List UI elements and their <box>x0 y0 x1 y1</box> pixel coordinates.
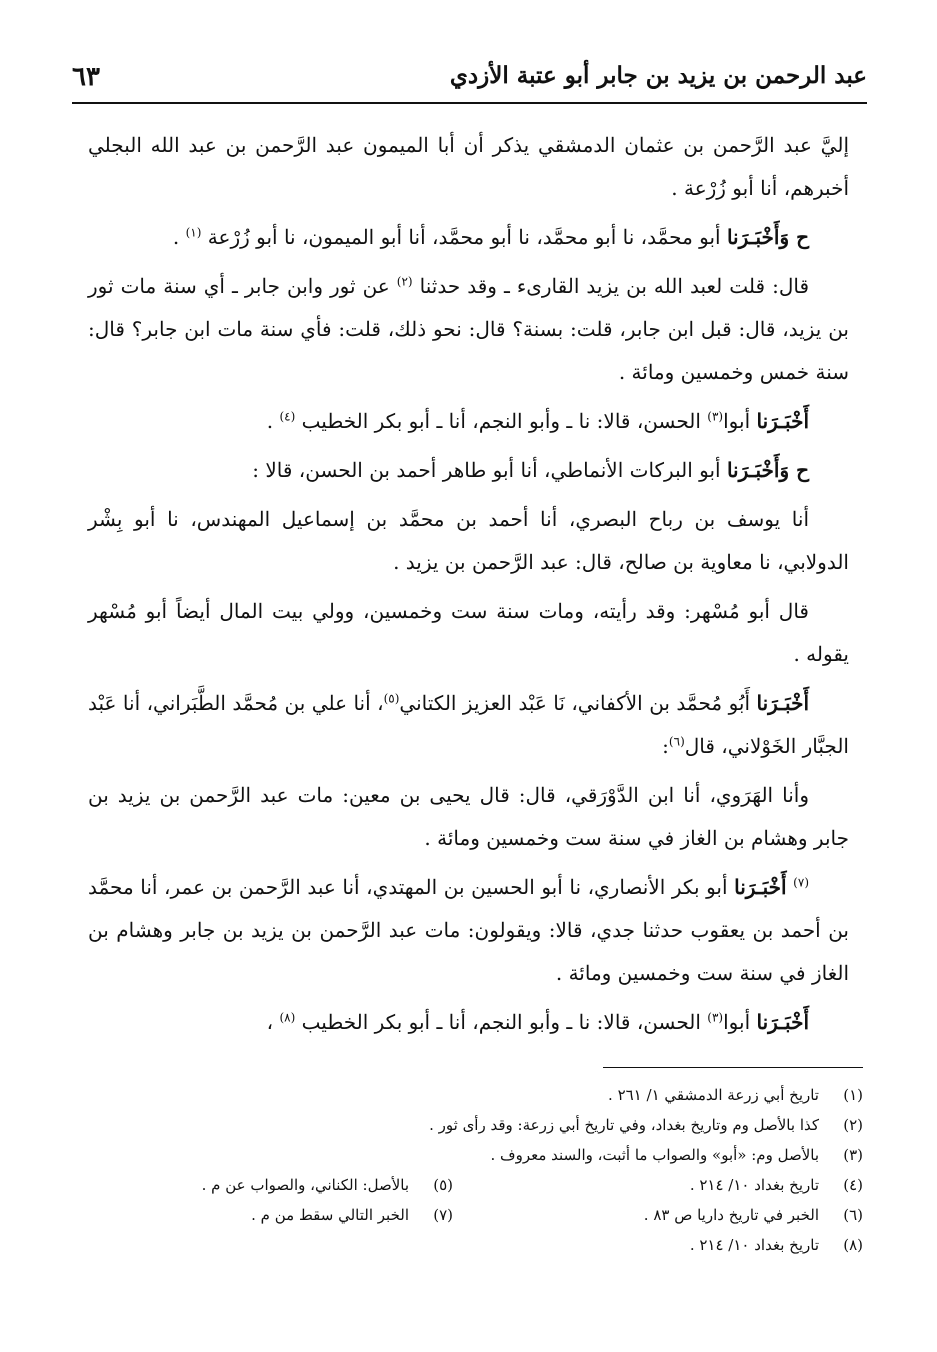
footnote-number: (٧) <box>433 1206 453 1224</box>
paragraph <box>88 400 849 443</box>
footnote-text: الخبر في تاريخ داريا ص ٨٣ . <box>643 1206 819 1224</box>
footnote-row <box>110 1140 863 1170</box>
footnote-text: تاريخ بغداد ١٠/ ٢١٤ . <box>689 1236 819 1254</box>
page-header <box>72 58 867 104</box>
footnote-row <box>110 1230 863 1260</box>
footnote-ref: (٧) <box>793 875 809 890</box>
footnote-number: (١) <box>843 1086 863 1104</box>
footnote-text: تاريخ بغداد ١٠/ ٢١٤ . <box>689 1176 819 1194</box>
footnote-number: (٢) <box>843 1116 863 1134</box>
paragraph-text: قال أبو مُسْهر: وقد رأيته، ومات سنة ست وخمسين، وولي بيت المال أيضاً أبو مُسْهر يقوله . <box>88 599 849 666</box>
footnote-5 <box>202 1170 453 1200</box>
footnote-ref: (٥) <box>383 691 400 706</box>
footnote-row <box>110 1110 863 1140</box>
footnote-number: (٤) <box>843 1176 863 1194</box>
khabar-marker: أَخْبَـرَنا <box>756 409 809 433</box>
paragraph <box>88 498 849 584</box>
footnote-3 <box>490 1140 863 1170</box>
paragraph-text: إليَّ عبد الرَّحمن بن عثمان الدمشقي يذكر أن أبا الميمون عبد الرَّحمن بن عبد الله البجلي أخبرهم، أنا أبو زُرْعة . <box>88 133 849 200</box>
footnotes <box>110 1080 863 1260</box>
footnote-row <box>110 1170 863 1200</box>
paragraph-text: أبو البركات الأنماطي، أنا أبو طاهر أحمد بن الحسن، قالا : <box>252 458 721 482</box>
paragraph-text: أَبُو مُحمَّد بن الأكفاني، نَا عَبْد العزيز الكتاني <box>399 691 751 715</box>
punctuation: ، <box>266 1010 280 1034</box>
footnote-4 <box>453 1170 863 1200</box>
paragraph-text: أبو محمَّد، نا أبو محمَّد، نا أبو محمَّد، أنا أبو الميمون، نا أبو زُرْعة <box>207 225 721 249</box>
footnote-ref: (٤) <box>279 409 296 424</box>
paragraph-text: عن ثور وابن جابر ـ أي سنة مات ثور بن يزيد، قال: قبل ابن جابر، قلت: بسنة؟ قال: نحو ذلك، قلت: فأي سنة مات ابن جابر؟ قال: سنة خمس وخمسين ومائة . <box>88 274 849 384</box>
footnote-number: (٣) <box>843 1146 863 1164</box>
paragraph <box>88 590 849 676</box>
footnote-row <box>110 1080 863 1110</box>
footnote-number: (٨) <box>843 1236 863 1254</box>
paragraph-text: أبو بكر الأنصاري، نا أبو الحسين بن المهتدي، أنا عبد الرَّحمن بن عمر، أنا محمَّد بن أحمد بن يعقوب حدثنا جدي، قالا: ويقولون: مات عبد الرَّحمن بن يزيد بن جابر وهشام بن الغاز في سنة ست وخمسين ومائة . <box>88 875 849 985</box>
footnote-2 <box>429 1110 863 1140</box>
footnote-7 <box>251 1200 453 1230</box>
footnote-divider <box>603 1067 863 1068</box>
footnote-text: الخبر التالي سقط من م . <box>251 1206 409 1224</box>
paragraph-text: ، أنا علي بن مُحمَّد الطَّبَراني، أنا عَبْد الجبَّار الخَوْلاني، قال <box>88 691 849 758</box>
footnote-6 <box>453 1200 863 1230</box>
paragraph <box>88 866 849 995</box>
footnote-8 <box>690 1230 863 1260</box>
paragraph-text: أنا يوسف بن رباح البصري، أنا أحمد بن محمَّد بن إسماعيل المهندس، نا أبو بِشْر الدولابي، نا معاوية بن صالح، قال: عبد الرَّحمن بن يزيد . <box>88 507 849 574</box>
footnote-ref: (٦) <box>668 734 685 749</box>
paragraph <box>88 216 849 259</box>
paragraph-text: قال: قلت لعبد الله بن يزيد القارىء ـ وقد حدثنا <box>419 274 810 298</box>
paragraph <box>88 449 849 492</box>
khabar-marker: أَخْبَـرَنا <box>756 691 809 715</box>
paragraph-text: الحسن، قالا: نا ـ وأبو النجم، أنا ـ أبو بكر الخطيب <box>301 1010 701 1034</box>
punctuation: . <box>266 409 280 433</box>
footnote-ref: (٣) <box>707 409 724 424</box>
paragraph-text: أبوا <box>723 1010 751 1034</box>
paragraph <box>88 774 849 860</box>
footnote-text: كذا بالأصل وم وتاريخ بغداد، وفي تاريخ أبي زرعة: وقد رأى ثور . <box>429 1116 819 1134</box>
footnote-ref: (١) <box>185 225 202 240</box>
footnote-text: بالأصل: الكناني، والصواب عن م . <box>201 1176 409 1194</box>
footnote-number: (٦) <box>843 1206 863 1224</box>
footnote-1 <box>608 1080 863 1110</box>
khabar-marker: ح وَأَخْبَـرَنا <box>726 225 809 249</box>
paragraph-text: الحسن، قالا: نا ـ وأبو النجم، أنا ـ أبو بكر الخطيب <box>301 409 701 433</box>
footnote-text: بالأصل وم: «أبو» والصواب ما أثبت، والسند معروف . <box>490 1146 819 1164</box>
main-text <box>88 124 849 1050</box>
paragraph <box>88 1001 849 1044</box>
paragraph <box>88 124 849 210</box>
page-number: ٦٣ <box>72 62 100 92</box>
footnote-ref: (٨) <box>279 1010 296 1025</box>
khabar-marker: أَخْبَـرَنا <box>756 1010 809 1034</box>
footnote-number: (٥) <box>433 1176 453 1194</box>
footnote-text: تاريخ أبي زرعة الدمشقي ١/ ٢٦١ . <box>608 1086 819 1104</box>
punctuation: : <box>662 734 669 758</box>
paragraph <box>88 682 849 768</box>
paragraph-text: وأنا الهَرَوي، أنا ابن الدَّوْرَقي، قال: قال يحيى بن معين: مات عبد الرَّحمن بن يزيد بن جابر وهشام بن الغاز في سنة ست وخمسين ومائة . <box>88 783 849 850</box>
khabar-marker: أَخْبَـرَنا <box>734 875 787 899</box>
footnote-ref: (٣) <box>707 1010 724 1025</box>
khabar-marker: ح وَأَخْبَـرَنا <box>726 458 809 482</box>
paragraph-text: أبوا <box>723 409 751 433</box>
running-title: عبد الرحمن بن يزيد بن جابر أبو عتبة الأزدي <box>449 62 867 89</box>
paragraph <box>88 265 849 394</box>
punctuation: . <box>172 225 186 249</box>
footnote-ref: (٢) <box>396 274 413 289</box>
footnote-row <box>110 1200 863 1230</box>
